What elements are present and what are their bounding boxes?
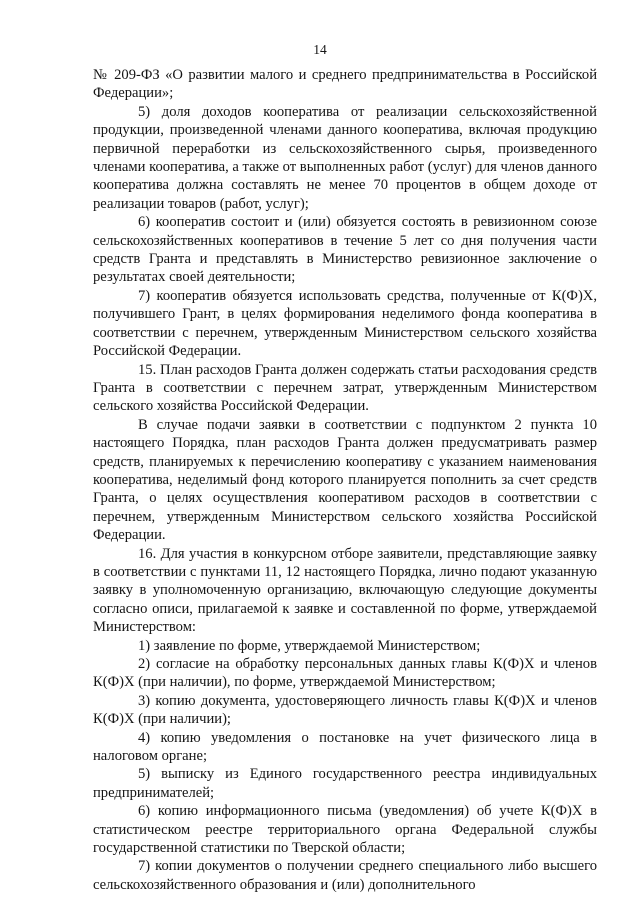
list-item-3-identity-document: 3) копию документа, удостоверяющего личность главы К(Ф)Х и членов К(Ф)Х (при наличии); [93, 692, 597, 728]
list-item-5-registry-extract: 5) выписку из Единого государственного реестра индивидуальных предпринимателей; [93, 766, 597, 801]
list-item-7-education-documents: 7) копии документов о получении среднего специального либо высшего сельскохозяйственного образования и (или) дополнительного [93, 858, 597, 893]
paragraph-section-15: 15. План расходов Гранта должен содержать статьи расходования средств Гранта в соответствии с перечнем затрат, утвержденным Министерством сельского хозяйства Российской Федерации. [93, 361, 597, 415]
paragraph-item-6-audit-union: 6) кооператив состоит и (или) обязуется состоять в ревизионном союзе сельскохозяйственных кооперативов в течение 5 лет со дня получения части средств Гранта и представлять в Министерство ревизионное заключение о результатах своей деятельности; [93, 214, 597, 286]
paragraph-item-5-income-share: 5) доля доходов кооператива от реализации сельскохозяйственной продукции, произведенной членами данного кооператива, включая продукцию первичной переработки из сельскохозяйственного сырья, произведенного членами кооператива, а также от выполненных работ (услуг) для членов данного кооператива должна составлять не менее 70 процентов в общем доходе от реализации товаров (работ, услуг); [93, 103, 597, 212]
paragraph-law-reference: № 209-ФЗ «О развитии малого и среднего предпринимательства в Российской Федерации»; [93, 67, 597, 102]
paragraph-section-16: 16. Для участия в конкурсном отборе заявители, представляющие заявку в соответствии с пунктами 11, 12 настоящего Порядка, лично подают указанную заявку в уполномоченную организацию, включающую следующие документы согласно описи, прилагаемой к заявке и составленной по форме, утверждаемой Министерством: [93, 545, 597, 636]
paragraph-section-15-application: В случае подачи заявки в соответствии с подпунктом 2 пункта 10 настоящего Порядка, план расходов Гранта должен предусматривать размер средств, планируемых к перечислению кооперативу с указанием наименования кооператива, неделимый фонд которого планируется пополнить за счет средств Гранта, о целях осуществления кооперативом расходов в соответствии с перечнем, утвержденным Министерством сельского хозяйства Российской Федерации. [93, 416, 597, 544]
list-item-4-tax-registration: 4) копию уведомления о постановке на учет физического лица в налоговом органе; [93, 729, 597, 765]
page-number: 14 [313, 42, 327, 57]
list-item-6-statistics-letter: 6) копию информационного письма (уведомления) об учете К(Ф)Х в статистическом реестре территориального органа Федеральной службы государственной статистики по Тверской области; [93, 803, 597, 857]
paragraph-item-7-indivisible-fund: 7) кооператив обязуется использовать средства, полученные от К(Ф)Х, получившего Грант, в целях формирования неделимого фонда кооператива в соответствии с перечнем, утвержденным Министерством сельского хозяйства Российской Федерации. [93, 287, 597, 360]
document-body [93, 66, 597, 894]
list-item-2-personal-data-consent: 2) согласие на обработку персональных данных главы К(Ф)Х и членов К(Ф)Х (при наличии), по форме, утверждаемой Министерством; [93, 656, 597, 691]
list-item-1-application-form: 1) заявление по форме, утверждаемой Министерством; [138, 637, 481, 654]
